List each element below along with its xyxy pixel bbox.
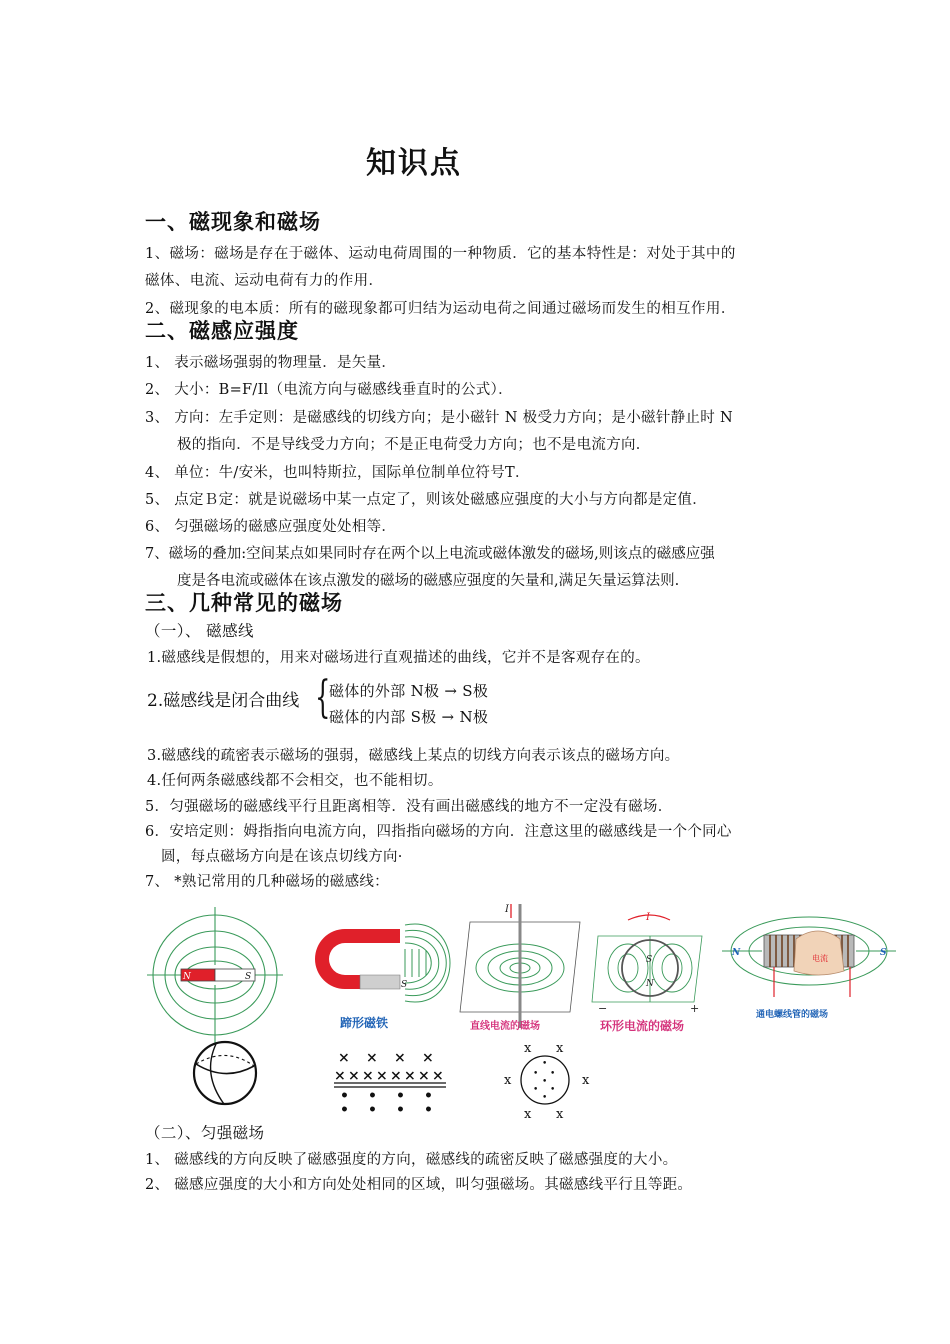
cross-mark: × (338, 1050, 350, 1066)
list-item-cont: 度是各电流或磁体在该点激发的磁场的磁感应强度的矢量和,满足矢量运算法则. (177, 573, 680, 589)
subheading: （一）、 磁感线 (145, 622, 254, 640)
section-heading-3: 三、几种常见的磁场 (145, 591, 343, 615)
dot-mark: • (533, 1069, 539, 1079)
paragraph-line: 磁体、电流、运动电荷有力的作用． (145, 273, 384, 289)
formula-lead: 2.磁感线是闭合曲线 (147, 691, 300, 711)
cross-mark: × (334, 1068, 346, 1084)
paragraph-line: 3.磁感线的疏密表示磁场的强弱，磁感线上某点的切线方向表示该点的磁场方向。 (147, 748, 680, 764)
x-mark: x (582, 1073, 590, 1088)
horseshoe-s-label: S (401, 980, 408, 990)
section-heading-2: 二、磁感应强度 (145, 319, 299, 343)
cross-mark: × (390, 1068, 402, 1084)
bar-s-label: S (245, 972, 252, 982)
paragraph-line: 2、磁现象的电本质：所有的磁现象都可归结为运动电荷之间通过磁场而发生的相互作用． (145, 301, 736, 317)
straight-wire-field-figure (458, 900, 588, 1035)
dot-mark: • (424, 1088, 433, 1104)
solenoid-s-label: S (880, 948, 887, 958)
dot-mark: • (542, 1077, 548, 1087)
x-mark: x (556, 1041, 564, 1056)
paragraph-line: 1.磁感线是假想的，用来对磁场进行直观描述的曲线，它并不是客观存在的。 (147, 650, 650, 666)
dot-mark: • (542, 1093, 548, 1103)
dot-mark: • (424, 1102, 433, 1118)
dot-mark: • (396, 1102, 405, 1118)
dot-mark: • (368, 1102, 377, 1118)
dot-mark: • (550, 1069, 556, 1079)
paragraph-line: 5．匀强磁场的磁感线平行且距离相等．没有画出磁感线的地方不一定没有磁场． (145, 799, 673, 815)
ring-i-label: I (646, 912, 650, 923)
subheading: （二）、匀强磁场 (145, 1124, 265, 1142)
x-mark: x (524, 1107, 532, 1122)
dot-mark: • (368, 1088, 377, 1104)
dot-mark: • (340, 1088, 349, 1104)
list-item: 1、 表示磁场强弱的物理量．是矢量． (145, 355, 397, 371)
cross-mark: × (404, 1068, 416, 1084)
x-mark: x (524, 1041, 532, 1056)
ring-caption: 环形电流的磁场 (600, 1019, 685, 1033)
bar-magnet-field-figure (145, 905, 285, 1045)
paragraph-line: 4.任何两条磁感线都不会相交，也不能相切。 (147, 773, 443, 789)
cross-mark: × (432, 1068, 444, 1084)
circular-field-figure (498, 1036, 598, 1126)
solenoid-n-label: N (732, 948, 741, 958)
cross-mark: × (422, 1050, 434, 1066)
list-item: 2、 大小：B=F/Il（电流方向与磁感线垂直时的公式）． (145, 382, 513, 398)
ring-plus: + (690, 1002, 700, 1015)
dot-mark: • (550, 1085, 556, 1095)
section-heading-1: 一、磁现象和磁场 (145, 210, 321, 234)
ring-current-field-figure (590, 906, 710, 1036)
cross-mark: × (348, 1068, 360, 1084)
cross-mark: × (394, 1050, 406, 1066)
cross-mark: × (418, 1068, 430, 1084)
list-item: 7、磁场的叠加:空间某点如果同时存在两个以上电流或磁体激发的磁场,则该点的磁感应强 (145, 546, 715, 562)
brace: { (315, 672, 331, 723)
x-mark: x (556, 1107, 564, 1122)
list-item: 6、 匀强磁场的磁感应强度处处相等． (145, 519, 397, 535)
list-item: 4、 单位：牛/安米，也叫特斯拉，国际单位制单位符号T． (145, 465, 530, 481)
ring-n-label: N (646, 979, 654, 989)
paragraph-line: 圆，每点磁场方向是在该点切线方向· (161, 849, 403, 865)
bar-n-label: N (183, 972, 191, 982)
formula-outer: 磁体的外部 N极 → S极 (329, 682, 489, 700)
cross-mark: × (376, 1068, 388, 1084)
paragraph-line: 6．安培定则：姆指指向电流方向，四指指向磁场的方向．注意这里的磁感线是一个个同心 (145, 824, 732, 840)
cross-mark: × (362, 1068, 374, 1084)
list-item: 2、 磁感应强度的大小和方向处处相同的区域，叫匀强磁场。其磁感线平行且等距。 (145, 1177, 693, 1193)
list-item-cont: 极的指向．不是导线受力方向；不是正电荷受力方向；也不是电流方向． (177, 437, 651, 453)
page-title: 知识点 (366, 146, 462, 181)
cross-mark: × (366, 1050, 378, 1066)
solenoid-field-figure (718, 905, 900, 1025)
formula-inner: 磁体的内部 S极 → N极 (329, 708, 489, 726)
dot-mark: • (340, 1102, 349, 1118)
horseshoe-caption: 蹄形磁铁 (340, 1016, 389, 1030)
parallel-wires-figure (332, 1048, 452, 1116)
horseshoe-magnet-figure (300, 903, 465, 1033)
list-item: 1、 磁感线的方向反映了磁感强度的方向，磁感线的疏密反映了磁感强度的大小。 (145, 1152, 678, 1168)
dot-mark: • (533, 1085, 539, 1095)
list-item: 3、 方向：左手定则：是磁感线的切线方向；是小磁针 N 极受力方向；是小磁针静止时 N (145, 410, 733, 426)
sphere-figure (188, 1040, 264, 1106)
paragraph-line: 7、 *熟记常用的几种磁场的磁感线： (145, 874, 389, 890)
solenoid-caption: 通电螺线管的磁场 (756, 1010, 829, 1020)
ring-s-label: S (646, 955, 653, 965)
list-item: 5、 点定Ｂ定：就是说磁场中某一点定了，则该处磁感应强度的大小与方向都是定值． (145, 492, 708, 508)
x-mark: x (504, 1073, 512, 1088)
wire-caption: 直线电流的磁场 (470, 1021, 540, 1032)
dot-mark: • (396, 1088, 405, 1104)
wire-i-label: I (505, 904, 509, 915)
solenoid-current-label: 电流 (812, 954, 828, 963)
paragraph-line: 1、磁场：磁场是存在于磁体、运动电荷周围的一种物质．它的基本特性是：对处于其中的 (145, 246, 736, 262)
dot-mark: • (542, 1059, 548, 1069)
ring-minus: − (598, 1002, 608, 1015)
